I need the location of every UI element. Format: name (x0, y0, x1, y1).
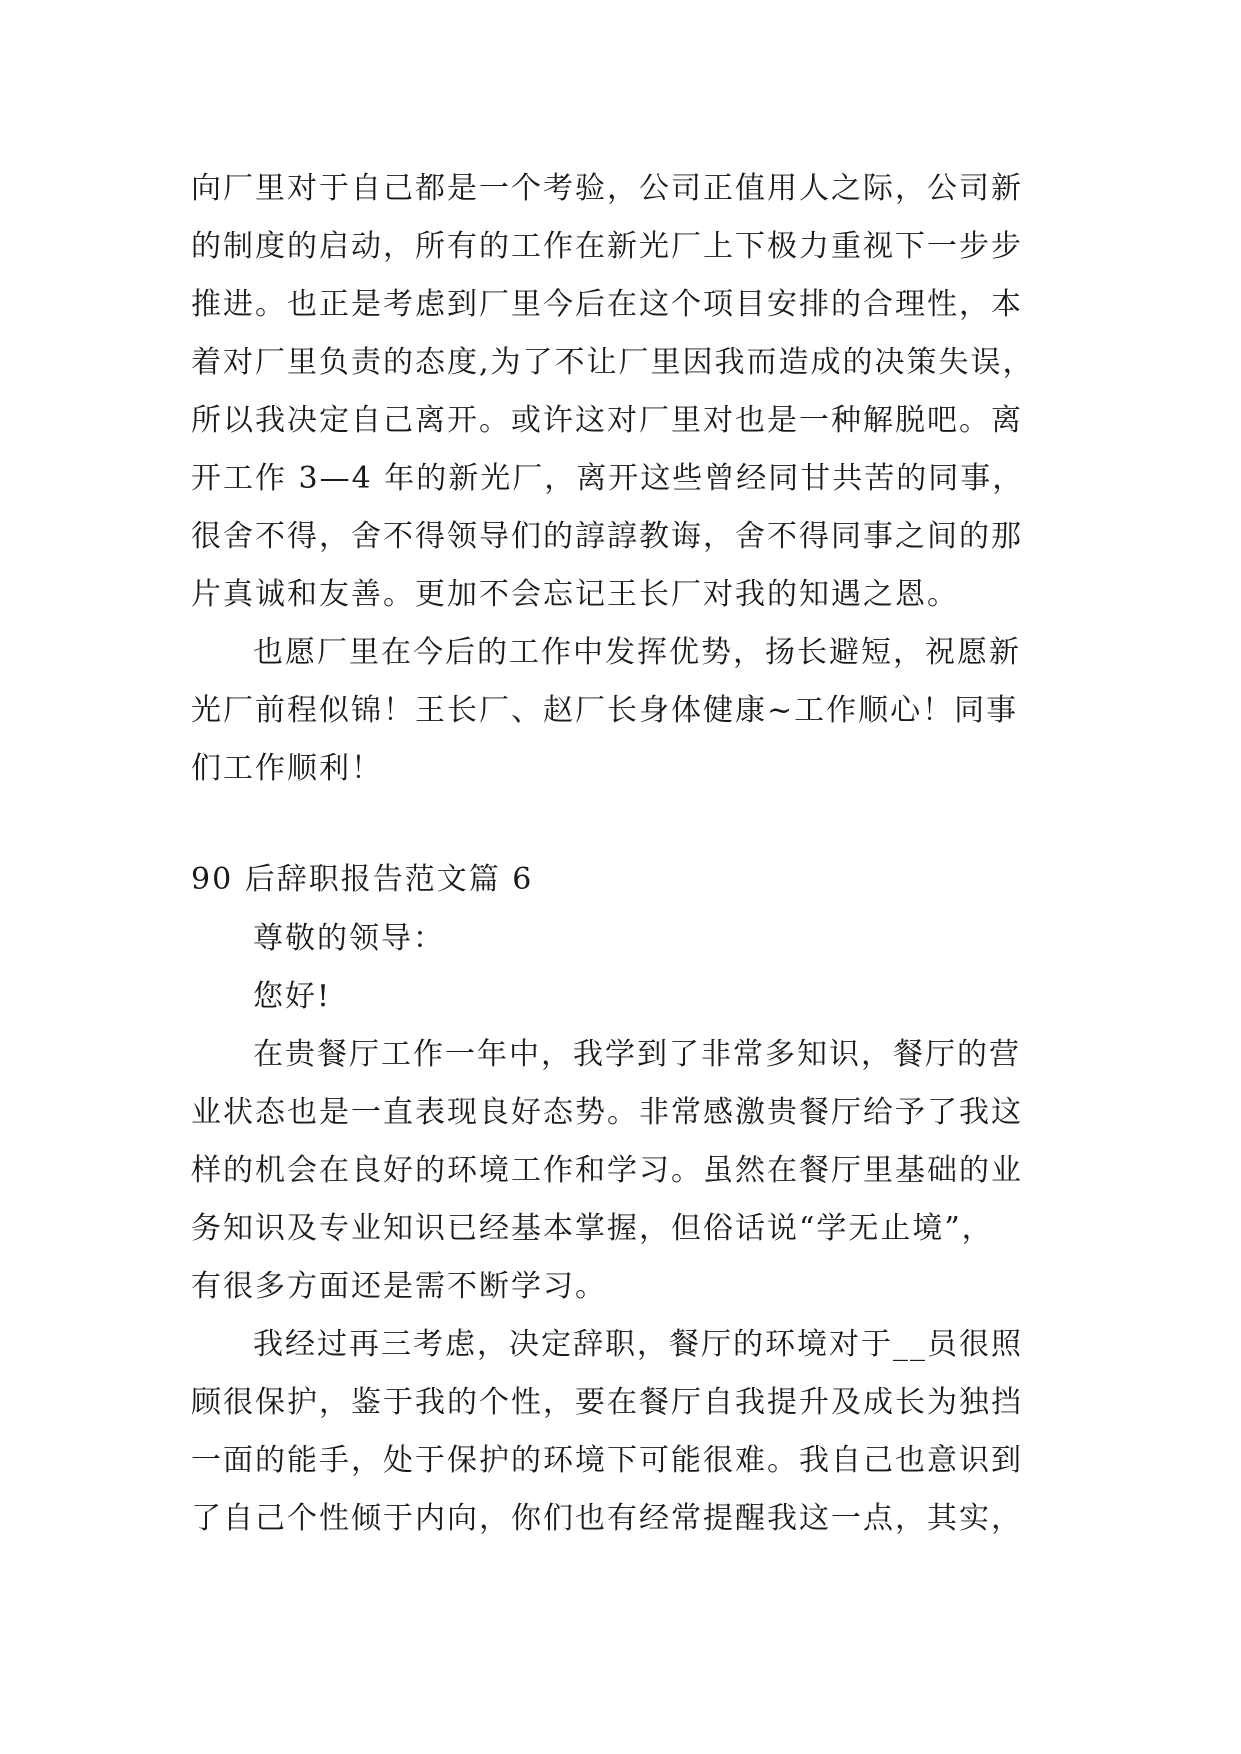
body-line: 很舍不得，舍不得领导们的諄諄教诲，舍不得同事之间的那 (191, 519, 1023, 554)
greeting: 您好! (253, 979, 332, 1014)
section-heading: 90 后辞职报告范文篇 6 (191, 862, 534, 897)
body-line: 着对厂里负责的态度,为了不让厂里因我而造成的决策失误， (191, 345, 1035, 380)
body-line: 我经过再三考虑，决定辞职，餐厅的环境对于__员很照 (253, 1327, 1023, 1362)
body-line: 务知识及专业知识已经基本掌握，但俗话说“学无止境”， (191, 1211, 994, 1246)
body-line: 光厂前程似锦！王长厂、赵厂长身体健康~工作顺心！同事 (191, 693, 1019, 728)
body-line: 在贵餐厅工作一年中，我学到了非常多知识，餐厅的营 (253, 1037, 1021, 1072)
body-line: 所以我决定自己离开。或许这对厂里对也是一种解脱吧。离 (191, 403, 1023, 438)
body-line: 业状态也是一直表现良好态势。非常感激贵餐厅给予了我这 (191, 1095, 1023, 1130)
body-line: 有很多方面还是需不断学习。 (191, 1269, 607, 1304)
body-line: 样的机会在良好的环境工作和学习。虽然在餐厅里基础的业 (191, 1153, 1023, 1188)
body-line: 们工作顺利！ (191, 751, 383, 786)
body-line: 了自己个性倾于内向，你们也有经常提醒我这一点，其实， (191, 1501, 1023, 1536)
body-line: 一面的能手，处于保护的环境下可能很难。我自己也意识到 (191, 1443, 1023, 1478)
body-line: 推进。也正是考虑到厂里今后在这个项目安排的合理性，本 (191, 287, 1023, 322)
body-line: 的制度的启动，所有的工作在新光厂上下极力重视下一步步 (191, 229, 1023, 264)
body-line: 开工作 3—4 年的新光厂，离开这些曾经同甘共苦的同事， (191, 461, 1025, 496)
body-line: 顾很保护，鉴于我的个性，要在餐厅自我提升及成长为独挡 (191, 1385, 1023, 1420)
body-line: 向厂里对于自己都是一个考验，公司正值用人之际，公司新 (191, 171, 1023, 206)
salutation: 尊敬的领导： (253, 921, 445, 956)
body-line: 片真诚和友善。更加不会忘记王长厂对我的知遇之恩。 (191, 577, 959, 612)
body-line: 也愿厂里在今后的工作中发挥优势，扬长避短，祝愿新 (253, 635, 1021, 670)
